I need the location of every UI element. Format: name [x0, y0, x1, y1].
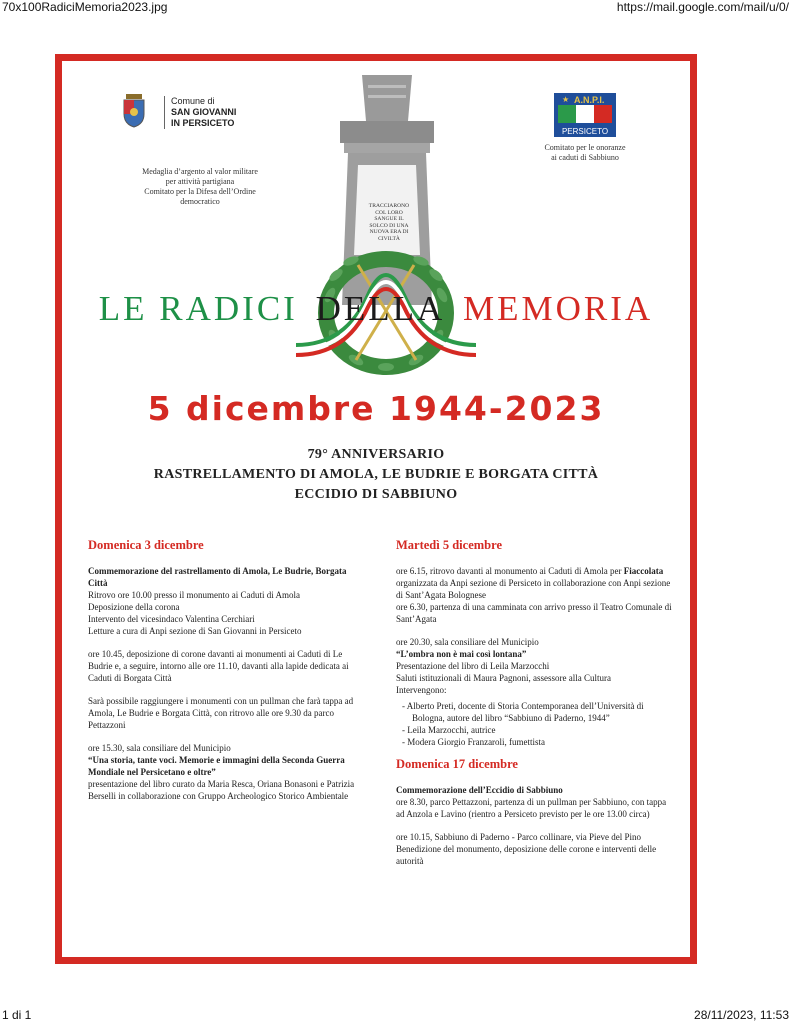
monument-inscription: TRACCIARONO COL LORO SANGUE IL SOLCO DI UNA NUOVA ERA DI CIVILTÀ	[368, 203, 410, 242]
comune-name: Comune di SAN GIOVANNI IN PERSICETO	[164, 96, 236, 129]
date-banner: 5 dicembre 1944-2023	[147, 389, 605, 428]
comune-caption: Medaglia d’argento al valor militare per attività partigiana Comitato per la Difesa dell’Ordine democratico	[142, 167, 258, 206]
event-block-bus: Sarà possibile raggiungere i monumenti con un pullman che farà tappa ad Amola, Le Budrie e Borgata Città, con ritrovo alle ore 9.30 da parco Pettazzoni	[88, 696, 354, 730]
speakers-list	[396, 700, 672, 748]
section-heading-dec-17: Domenica 17 dicembre	[396, 757, 518, 771]
print-header-filename: 70x100RadiciMemoria2023.jpg	[2, 0, 168, 14]
svg-text:★: ★	[562, 95, 570, 104]
anpi-caption: Comitato per le onoranze ai caduti di Sabbiuno	[544, 143, 626, 162]
print-header-url: https://mail.google.com/mail/u/0/	[616, 0, 789, 14]
anpi-emblem-icon	[554, 93, 616, 137]
list-item: - Modera Giorgio Franzaroli, fumettista	[402, 737, 546, 747]
anpi-label: A.N.P.I.	[574, 95, 605, 105]
poster-subtitle: 79° ANNIVERSARIO RASTRELLAMENTO DI AMOLA, LE BUDRIE E BORGATA CITTÀ ECCIDIO DI SABBIUNO	[153, 447, 599, 502]
poster-frame	[55, 54, 697, 964]
event-block-sabbiuno: Commemorazione dell’Eccidio di Sabbiuno ore 8.30, parco Pettazzoni, partenza di un pullman per Sabbiuno, con tappa ad Anzola e Lavino (rientro a Persiceto previsto per le ore 13.00 circa)	[396, 785, 667, 819]
event-block-wreaths: ore 10.45, deposizione di corone davanti ai monumenti ai Caduti di Le Budrie e, a seguire, intorno alle ore 11.10, davanti alla lapide dedicata ai Caduti di Borgata Città	[88, 649, 349, 683]
title-part-1: LE RADICI	[98, 289, 298, 328]
event-block-fiaccolata: ore 6.15, ritrovo davanti al monumento ai Caduti di Amola per Fiaccolata organizzata da Anpi sezione di Persiceto in collaborazione con Anpi sezione di Sant’Agata Bolognese ore 6.30, partenza di una camminata con arrivo presso il Teatro Comunale di Sant’Agata	[396, 566, 672, 624]
section-heading-dec-5: Martedì 5 dicembre	[396, 538, 502, 552]
list-item: - Leila Marzocchi, autrice	[402, 725, 496, 735]
event-block-amola: Commemorazione del rastrellamento di Amola, Le Budrie, Borgata Città Ritrovo ore 10.00 presso il monumento ai Caduti di Amola Deposizione della corona Intervento del vicesindaco Valentina Cerchiari Letture a cura di Anpi sezione di San Giovanni in Persiceto	[88, 566, 347, 636]
left-column	[88, 539, 368, 813]
print-footer-page: 1 di 1	[2, 1008, 32, 1022]
anpi-logo	[554, 93, 616, 137]
print-footer-timestamp: 28/11/2023, 11:53	[694, 1008, 789, 1022]
event-block-book-presentation: ore 15.30, sala consiliare del Municipio “Una storia, tante voci. Memorie e immagini della Seconda Guerra Mondiale nel Persicetano e oltre” presentazione del libro curato da Maria Resca, Oriana Bonasoni e Patrizia Berselli in collaborazione con Gruppo Archeologico Storico Ambientale	[88, 743, 355, 801]
event-block-ombra: ore 20.30, sala consiliare del Municipio “L’ombra non è mai così lontana” Presentazione del libro di Leila Marzocchi Saluti istituzionali di Maura Pagnoni, assessore alla Cultura Intervengono:	[396, 637, 611, 695]
title-part-3: MEMORIA	[463, 289, 654, 328]
title-part-2: DELLA	[315, 289, 446, 328]
event-block-benedizione: ore 10.15, Sabbiuno di Paderno - Parco collinare, via Pieve del Pino Benedizione del monumento, deposizione delle corone e interventi delle autorità	[396, 832, 657, 866]
section-heading-dec-3: Domenica 3 dicembre	[88, 538, 204, 552]
poster-title	[62, 289, 690, 329]
list-item: - Alberto Preti, docente di Storia Contemporanea dell’Università di Bologna, autore del libro “Sabbiuno di Paderno, 1944”	[402, 701, 644, 723]
monument-illustration	[296, 75, 476, 395]
right-column	[396, 539, 672, 878]
coat-of-arms-icon	[122, 94, 146, 128]
anpi-city: PERSICETO	[561, 127, 609, 136]
